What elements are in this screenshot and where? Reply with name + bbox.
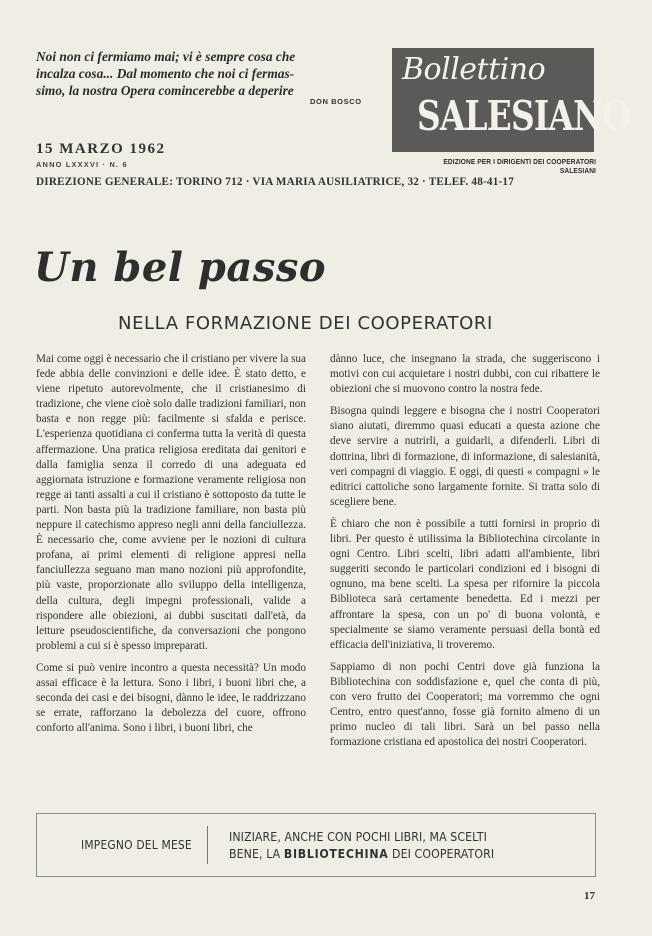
paragraph: È chiaro che non è possibile a tutti fornirsi in proprio di libri. Per questo è utilissima la Bibliotechina circolante in ogni Centro. Libri scelti, libri adatti all'ambiente, libri suggeriti secondo le particolari condizioni ed i bisogni di ognuno, ma bene scelti. La spesa per rifornire la piccola Biblioteca sarà certamente benedetta. Ed i mezzi per affrontare la spesa, con un po' di buona volontà, e specialmente se siamo veramente persuasi della bontà ed efficacia dell'iniziativa, li troveremo.	[330, 517, 600, 651]
paragraph: Mai come oggi è necessario che il cristiano per vivere la sua fede abbia delle convinzioni e delle idee. È stato detto, e viene ripetuto autorevolmente, che il cristianesimo di tradizione, che viene cioè solo dalle tradizioni familiari, non basta e non regge più: facilmente si sfalda e perisce. L'esperienza quotidiana ci conferma tutta la verità di questa affermazione. Una pratica religiosa ereditata dai genitori e dalla famiglia senza il corredo di una adeguata ed aggiornata istruzione e formazione veramente religiosa non regge ai tanti assalti a cui il cristiano è sottoposto da tutte le parti. Non basta più la tradizione familiare, non basta più neppure il catechismo appreso negli anni della fanciullezza. È necessario che, come avviene per le nozioni di cultura profana, ai primi elementi di religione appresi nella fanciullezza seguano man mano nozioni più approfondite, più vaste, proporzionate allo sviluppo della intelligenza, della cultura, degli impegni professionali, valide a rispondere alle obiezioni, ai dubbi suscitati dall'età, da letture pseudoscientifiche, da conversazioni che pongono problemi a cui si è spesso impreparati.	[36, 353, 306, 652]
masthead-script: Bollettino	[402, 52, 546, 87]
commitment-text-a: BENE, LA	[229, 846, 284, 861]
article-column-left	[36, 352, 306, 743]
commitment-emphasis: BIBLIOTECHINA	[283, 846, 389, 861]
article-title: Un bel passo	[34, 244, 327, 291]
masthead-logo	[392, 48, 631, 152]
commitment-line-1: INIZIARE, ANCHE CON POCHI LIBRI, MA SCELTI	[229, 829, 488, 844]
commitment-divider	[207, 826, 208, 864]
paragraph: Bisogna quindi leggere e bisogna che i nostri Cooperatori siano aiutati, diremmo quasi educati a questa azione che deve servire a nutrirli, a guidarli, a difenderli. Libri di dottrina, libri di formazione, di informazione, di salesianità, veri compagni di viaggio. E oggi, di questi « compagni » le editrici cattoliche sono largamente fornite. Si tratta solo di scegliere bene.	[330, 405, 600, 508]
address-line: DIREZIONE GENERALE: TORINO 712 · VIA MARIA AUSILIATRICE, 32 · TELEF. 48-41-17	[36, 176, 515, 188]
commitment-text-c: DEI COOPERATORI	[388, 846, 495, 861]
motto-line: simo, la nostra Opera comincerebbe a deperire	[36, 83, 294, 98]
commitment-label: IMPEGNO DEL MESE	[81, 837, 192, 852]
paragraph: Come si può venire incontro a questa necessità? Un modo assai efficace è la lettura. Sono i libri, i buoni libri che, a seconda dei casi e dei bisogni, dànno le idee, le raddrizzano se errate, rafforzano la debolezza del cuore, offrono conforto all'anima. Sono i libri, i buoni libri, che	[36, 661, 306, 735]
motto-line: Noi non ci fermiamo mai; vi è sempre cosa che	[36, 49, 296, 64]
monthly-commitment-box	[36, 813, 596, 877]
paragraph: dànno luce, che insegnano la strada, che suggeriscono i motivi con cui acquietare i nostri dubbi, con cui ribattere le obiezioni che si muovono contro la nostra fede.	[330, 353, 600, 396]
motto-quote	[36, 48, 381, 99]
issue-number: ANNO LXXXVI · N. 6	[36, 160, 128, 169]
motto-line: incalza cosa... Dal momento che noi ci fermas-	[36, 66, 295, 81]
article-column-right	[330, 352, 600, 757]
page-number: 17	[584, 890, 595, 902]
article-subtitle: NELLA FORMAZIONE DEI COOPERATORI	[118, 313, 493, 334]
masthead-main: SALESIANO	[417, 92, 631, 140]
paragraph: Sappiamo di non pochi Centri dove già funziona la Bibliotechina con soddisfazione e, quel che conta di più, con vero frutto dei Cooperatori; ma vorremmo che ogni Centro, entro quest'anno, fosse già fornito almeno di un primo nucleo di tali libri. Sarà un bel passo nella formazione cristiana ed apostolica dei nostri Cooperatori.	[330, 660, 600, 749]
issue-date: 15 MARZO 1962	[36, 141, 166, 157]
motto-author: DON BOSCO	[310, 97, 362, 106]
edition-line: EDIZIONE PER I DIRIGENTI DEI COOPERATORI SALESIANI	[443, 157, 596, 175]
commitment-line-2	[229, 845, 546, 862]
commitment-text	[229, 828, 546, 862]
